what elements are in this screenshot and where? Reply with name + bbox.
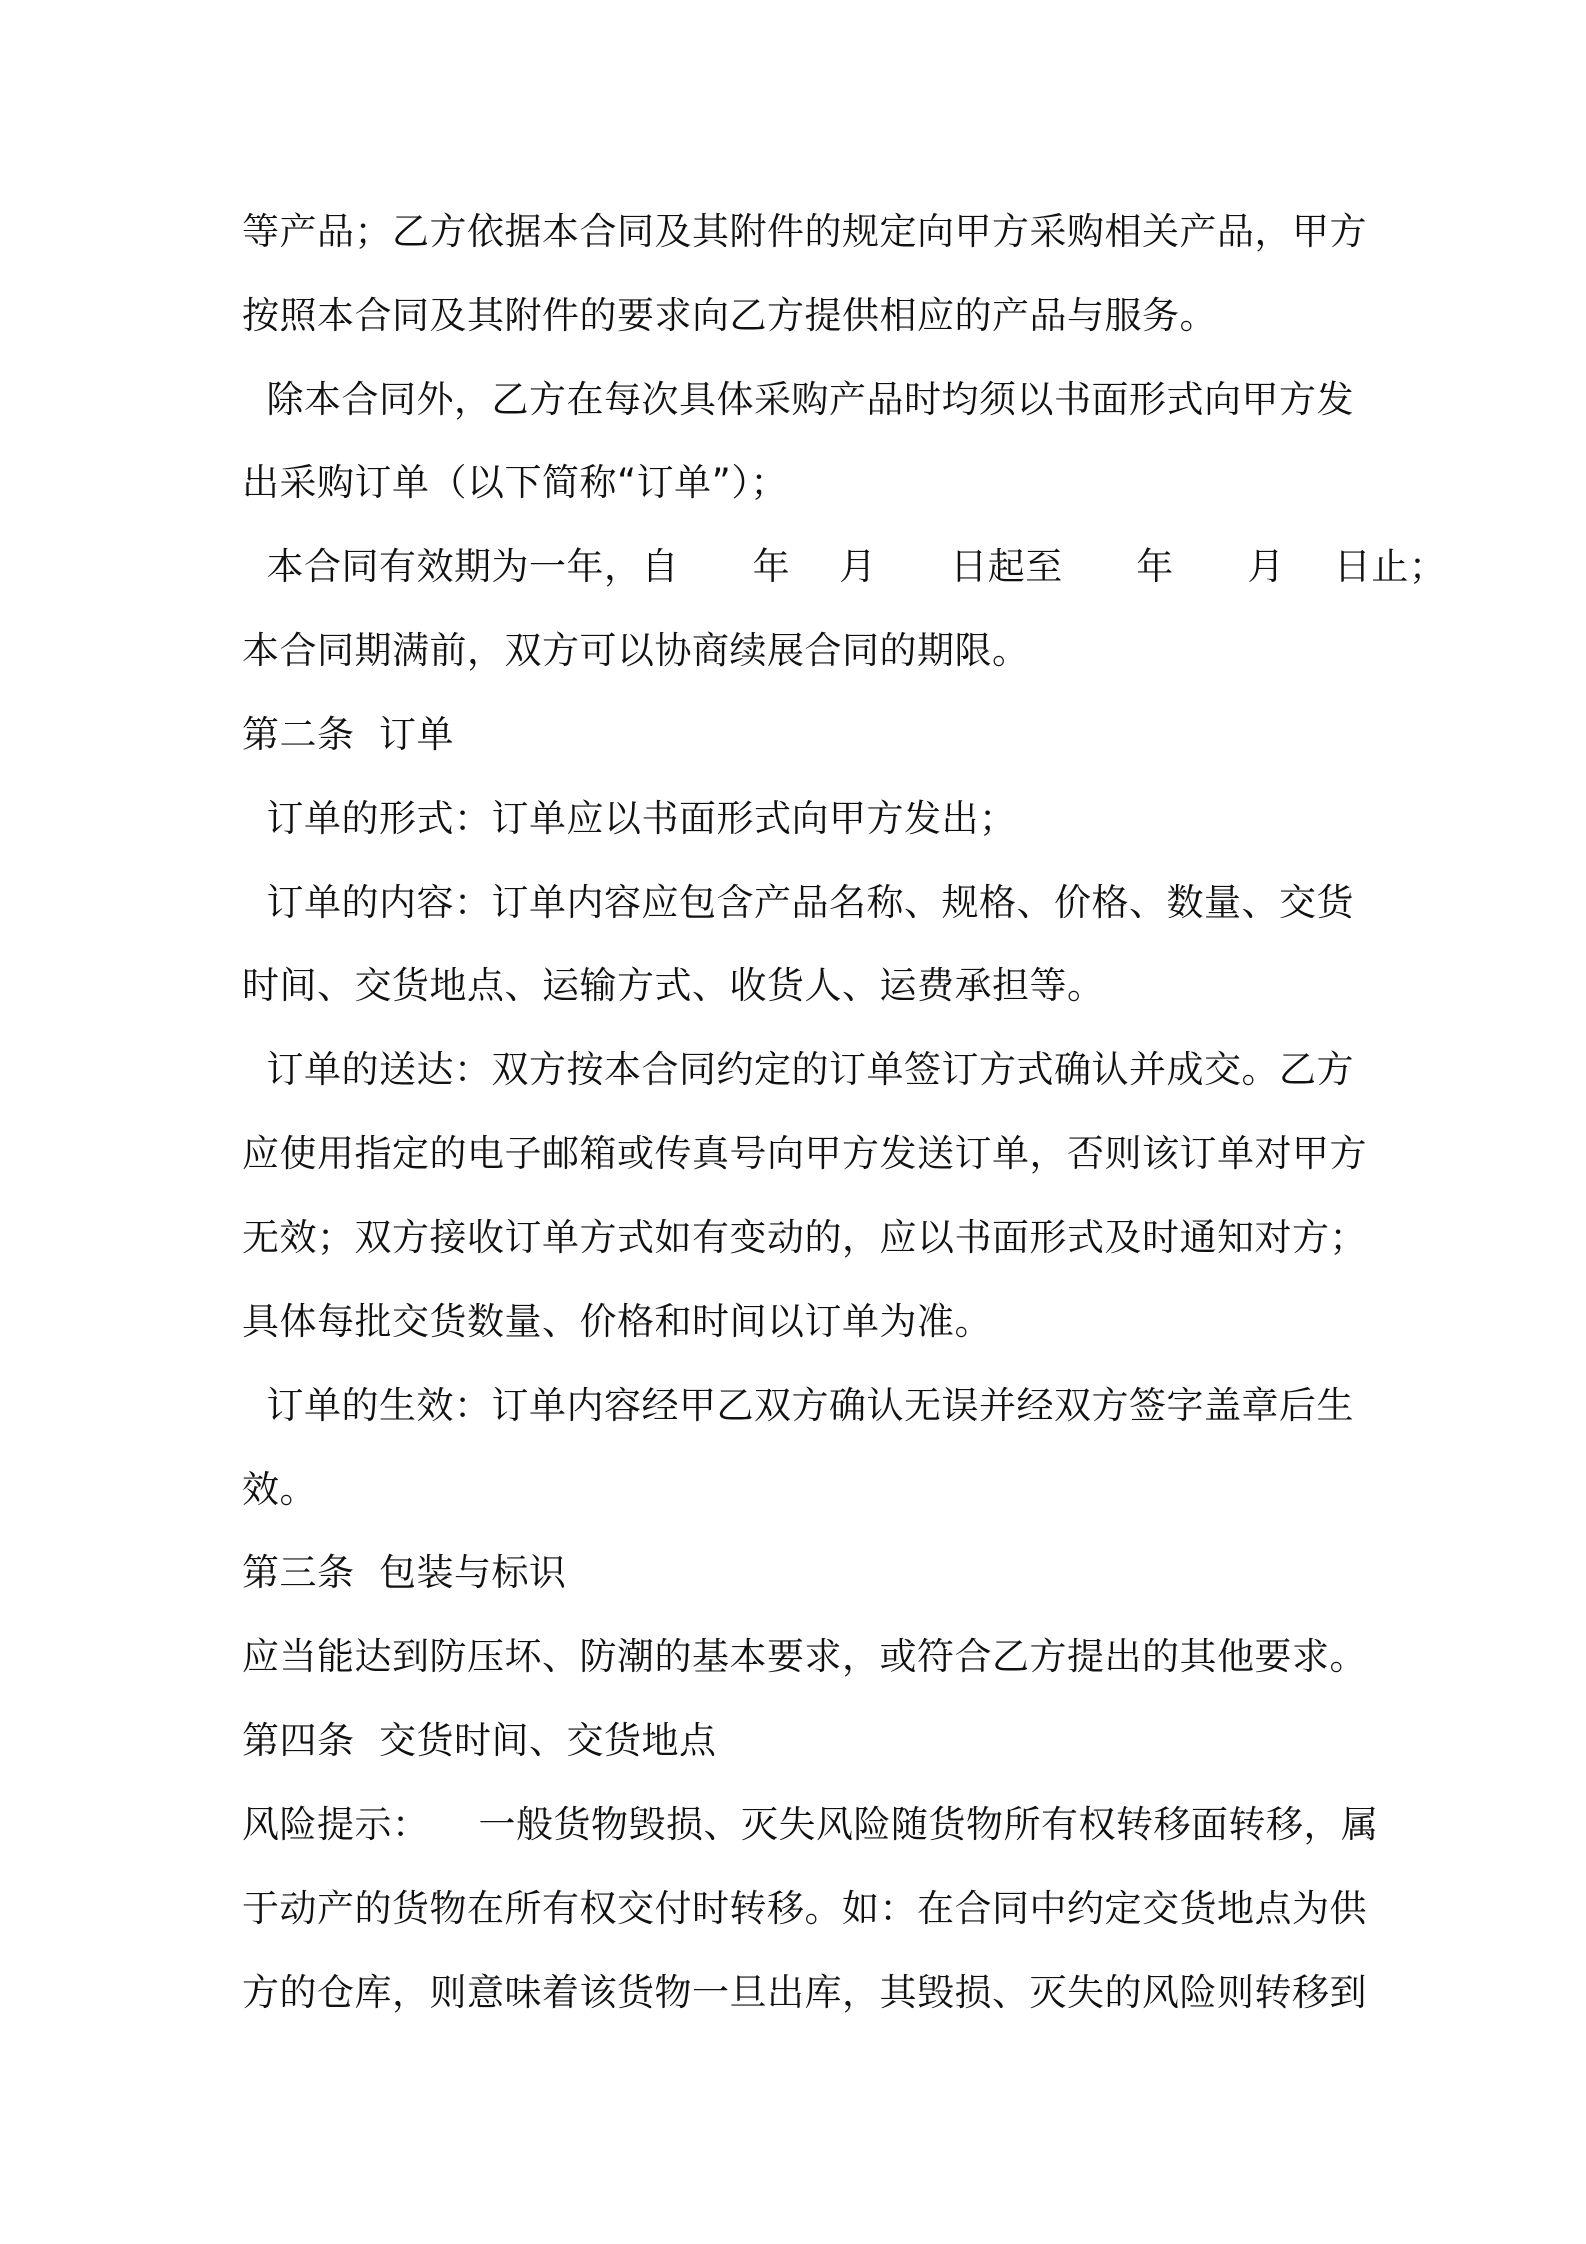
- text-line: 本合同期满前，双方可以协商续展合同的期限。: [242, 629, 1030, 672]
- text-line: 效。: [242, 1468, 317, 1511]
- text-line: 时间、交货地点、运输方式、收货人、运费承担等。: [242, 964, 1105, 1007]
- text-line: 风险提示： 一般货物毁损、灭失风险随货物所有权转移面转移，属: [242, 1803, 1379, 1846]
- text-line: 订单的送达：双方按本合同约定的订单签订方式确认并成交。乙方: [242, 1048, 1355, 1091]
- text-line: 无效；双方接收订单方式如有变动的，应以书面形式及时通知对方；: [242, 1216, 1367, 1259]
- text-line: 订单的生效：订单内容经甲乙双方确认无误并经双方签字盖章后生: [242, 1384, 1355, 1427]
- text-line: 方的仓库，则意味着该货物一旦出库，其毁损、灭失的风险则转移到: [242, 1971, 1367, 2014]
- text-line: 订单的内容：订单内容应包含产品名称、规格、价格、数量、交货: [242, 881, 1355, 924]
- text-line: 应当能达到防压坏、防潮的基本要求，或符合乙方提出的其他要求。: [242, 1635, 1367, 1678]
- text-line: 出采购订单（以下简称“订单”）；: [242, 461, 788, 504]
- text-line: 等产品；乙方依据本合同及其附件的规定向甲方采购相关产品，甲方: [242, 210, 1367, 253]
- text-line: 本合同有效期为一年，自 年 月 日起至 年 月 日止；: [242, 545, 1447, 588]
- text-line: 按照本合同及其附件的要求向乙方提供相应的产品与服务。: [242, 294, 1217, 337]
- text-line: 除本合同外，乙方在每次具体采购产品时均须以书面形式向甲方发: [242, 378, 1355, 421]
- text-line: 具体每批交货数量、价格和时间以订单为准。: [242, 1300, 992, 1343]
- section-heading: 第四条 交货时间、交货地点: [242, 1719, 717, 1762]
- section-heading: 第二条 订单: [242, 713, 455, 756]
- text-line: 于动产的货物在所有权交付时转移。如：在合同中约定交货地点为供: [242, 1887, 1367, 1930]
- section-heading: 第三条 包装与标识: [242, 1551, 567, 1594]
- text-line: 订单的形式：订单应以书面形式向甲方发出；: [242, 797, 1017, 840]
- text-line: 应使用指定的电子邮箱或传真号向甲方发送订单，否则该订单对甲方: [242, 1132, 1367, 1175]
